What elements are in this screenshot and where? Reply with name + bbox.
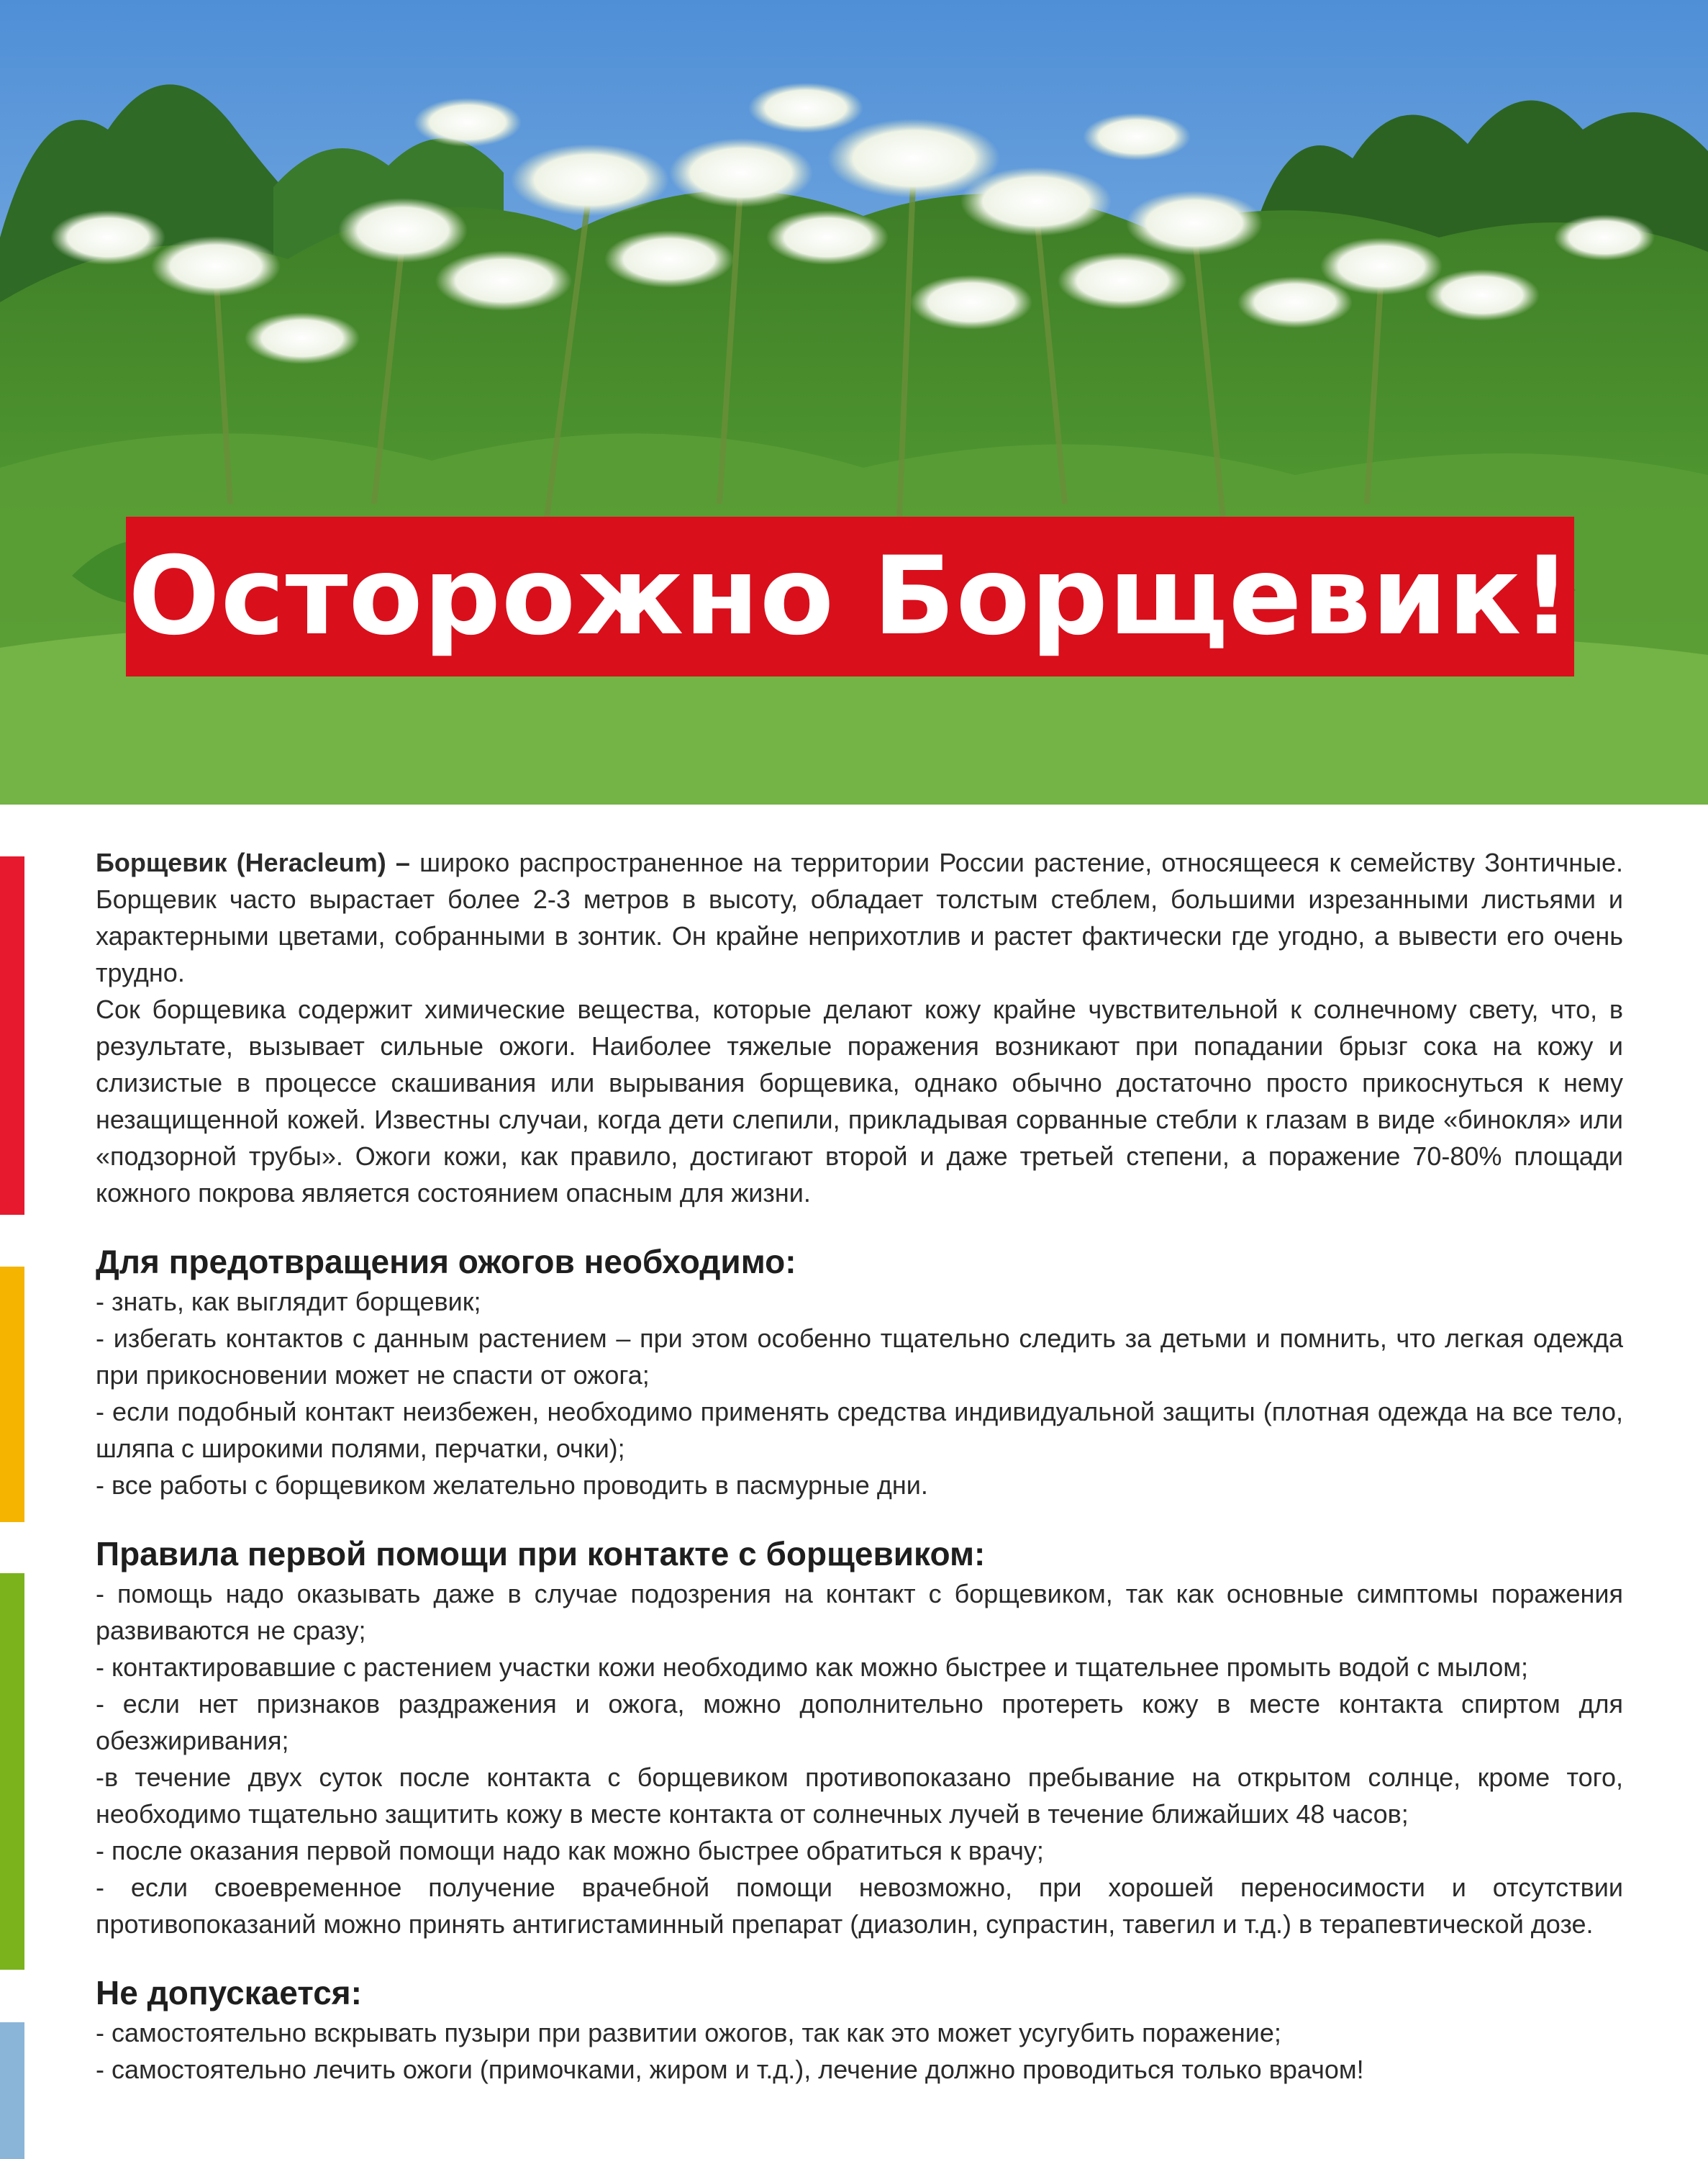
list-item: - контактировавшие с растением участки кожи необходимо как можно быстрее и тщательнее промыть водой с мылом;	[96, 1652, 1528, 1682]
forbidden-section	[96, 1971, 1623, 2088]
list-item: - самостоятельно лечить ожоги (примочками, жиром и т.д.), лечение должно проводиться только врачом!	[96, 2055, 1364, 2084]
list-item: - после оказания первой помощи надо как можно быстрее обратиться к врачу;	[96, 1836, 1044, 1865]
first-aid-section	[96, 1532, 1623, 1942]
side-bar-yellow	[0, 1267, 24, 1522]
list-item: - избегать контактов с данным растением – при этом особенно тщательно следить за детьми и помнить, что легкая одежда при прикосновении может не спасти от ожога;	[96, 1323, 1623, 1390]
intro-section	[96, 844, 1623, 1211]
list-item: - все работы с борщевиком желательно проводить в пасмурные дни.	[96, 1470, 928, 1500]
list-item: - если подобный контакт неизбежен, необходимо применять средства индивидуальной защиты (плотная одежда на все тело, шляпа с широкими полями, перчатки, очки);	[96, 1397, 1623, 1463]
forbidden-heading: Не допускается:	[96, 1974, 362, 2011]
list-item: - самостоятельно вскрывать пузыри при развитии ожогов, так как это может усугубить поражение;	[96, 2018, 1281, 2047]
page-title: Осторожно Борщевик!	[128, 534, 1572, 659]
list-item: - помощь надо оказывать даже в случае подозрения на контакт с борщевиком, так как основные симптомы поражения развиваются не сразу;	[96, 1579, 1623, 1645]
title-banner	[126, 517, 1574, 676]
side-bar-green	[0, 1573, 24, 1970]
first-aid-heading: Правила первой помощи при контакте с борщевиком:	[96, 1535, 986, 1572]
intro-lead: Борщевик (Heracleum) –	[96, 848, 410, 877]
intro-paragraph-1	[96, 844, 1623, 991]
hero-photo	[0, 0, 1708, 805]
prevention-heading: Для предотвращения ожогов необходимо:	[96, 1243, 796, 1280]
side-bar-blue	[0, 2022, 24, 2159]
side-bar-red	[0, 856, 24, 1215]
intro-text-1: широко распространенное на территории России растение, относящееся к семейству Зонтичные. Борщевик часто вырастает более 2-3 метров в высоту, обладает толстым стеблем, большими изрезанными листьями и характерными цветами, собранными в зонтик. Он крайне неприхотлив и растет фактически где угодно, а вывести его очень трудно.	[96, 848, 1623, 987]
hogweed-field-photo	[0, 0, 1708, 805]
list-item: - знать, как выглядит борщевик;	[96, 1287, 481, 1316]
content	[96, 844, 1623, 2088]
list-item: - если нет признаков раздражения и ожога, можно дополнительно протереть кожу в месте контакта спиртом для обезжиривания;	[96, 1689, 1623, 1755]
prevention-section	[96, 1240, 1623, 1503]
list-item: - если своевременное получение врачебной помощи невозможно, при хорошей переносимости и отсутствии противопоказаний можно принять антигистаминный препарат (диазолин, супрастин, тавегил и т.д.) в терапевтической дозе.	[96, 1873, 1623, 1939]
list-item: -в течение двух суток после контакта с борщевиком противопоказано пребывание на открытом солнце, кроме того, необходимо тщательно защитить кожу в месте контакта от солнечных лучей в течение ближайших 48 часов;	[96, 1762, 1623, 1829]
intro-paragraph-2: Сок борщевика содержит химические вещества, которые делают кожу крайне чувствительной к солнечному свету, что, в результате, вызывает сильные ожоги. Наиболее тяжелые поражения возникают при попадании брызг сока на кожу и слизистые в процессе скашивания или вырывания борщевика, однако обычно достаточно просто прикоснуться к нему незащищенной кожей. Известны случаи, когда дети слепили, прикладывая сорванные стебли к глазам в виде «бинокля» или «подзорной трубы». Ожоги кожи, как правило, достигают второй и даже третьей степени, а поражение 70-80% площади кожного покрова является состоянием опасным для жизни.	[96, 995, 1623, 1208]
